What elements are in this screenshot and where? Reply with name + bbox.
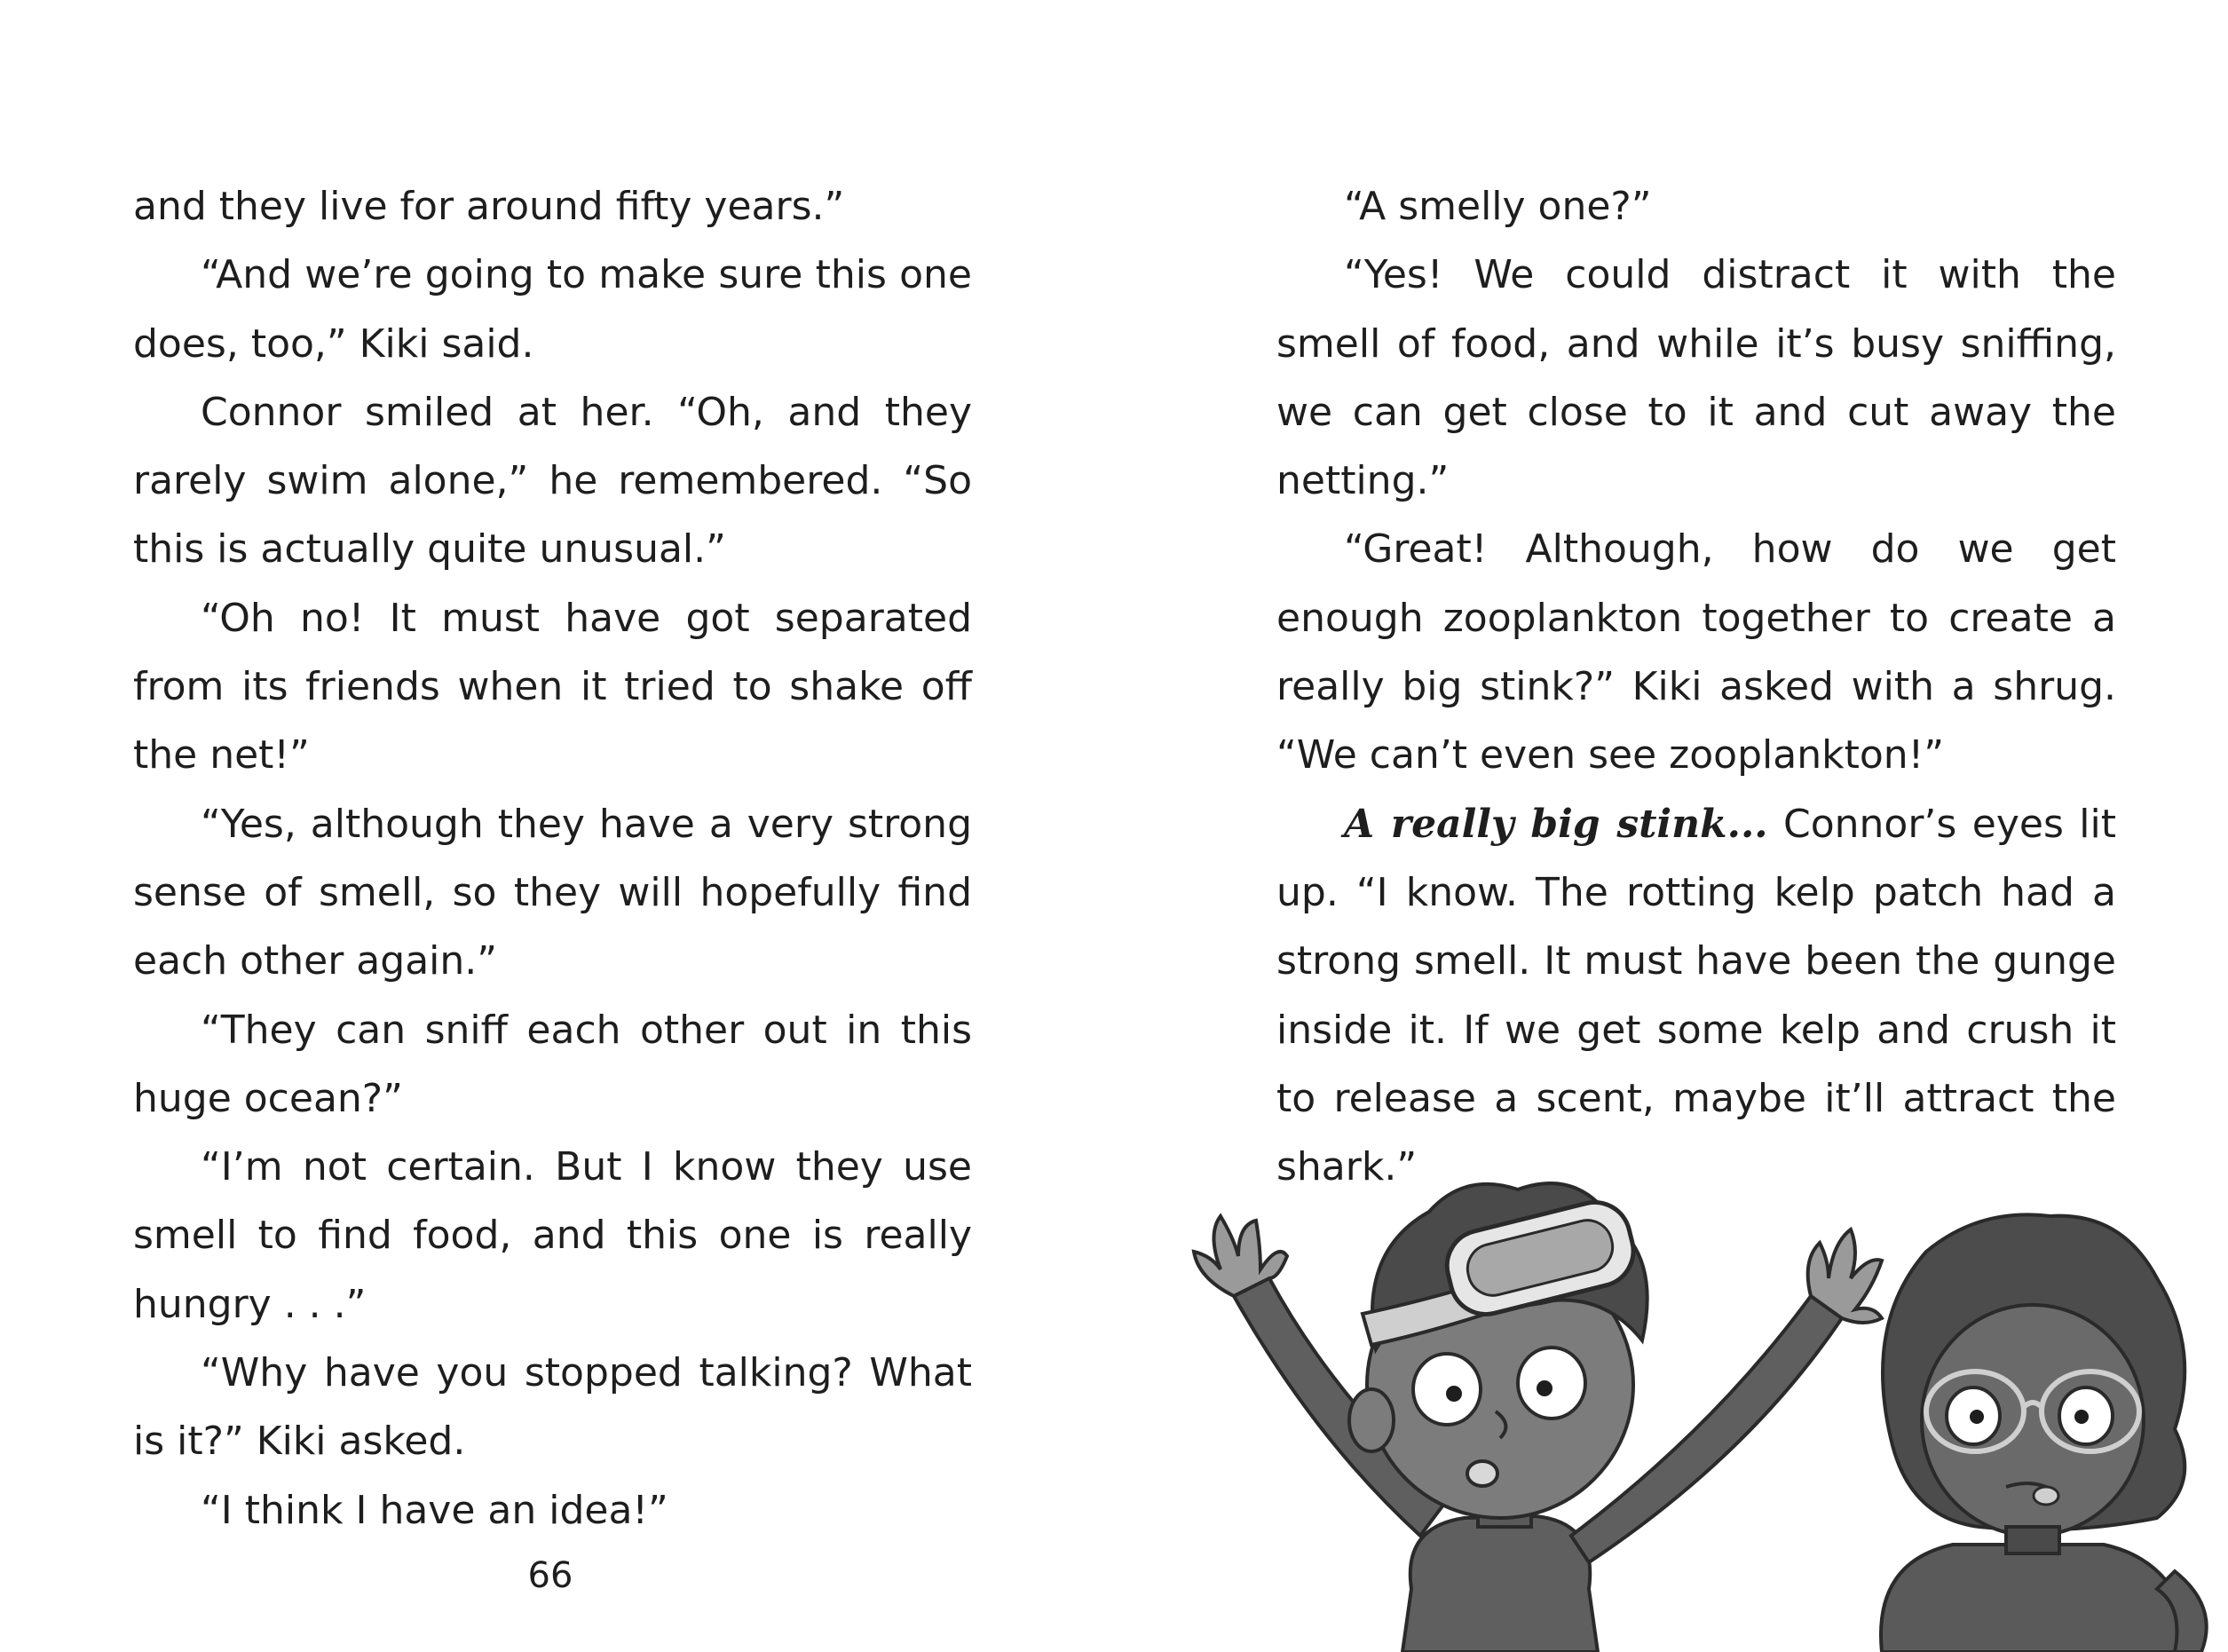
paragraph: “Yes, although they have a very strong sense of smell, so they will hopefully find each other again.” [133,801,972,984]
paragraph-rest: Connor’s eyes lit up. “I know. The rotting kelp patch had a strong smell. It must have been the gunge inside it. If we get some kelp and crush it to release a scent, maybe it’ll attract the shark.” [1276,801,2116,1190]
emphasis-phrase: A really big stink... [1344,801,1768,847]
paragraph: “Oh no! It must have got separated from its friends when it tried to shake off the net!” [133,595,972,779]
kiki-neck [2006,1527,2059,1553]
paragraph-with-emphasis [1276,790,2116,1202]
paragraph: “They can sniff each other out in this huge ocean?” [133,1007,972,1121]
connor-ear [1349,1389,1394,1451]
kiki-pupil-left [1970,1410,1984,1424]
character-illustration [1181,1145,2224,1652]
paragraph: “A smelly one?” [1344,184,1652,229]
connor-pupil-right [1537,1380,1552,1396]
paragraph: “Yes! We could distract it with the smell of food, and while it’s busy sniffing, we can get close to it and cut away the netting.” [1276,252,2116,504]
paragraph: “I think I have an idea!” [201,1487,668,1533]
kiki-figure [1881,1214,2207,1652]
kiki-tongue [2034,1487,2058,1505]
paragraph: “Why have you stopped talking? What is it?” Kiki asked. [133,1350,972,1465]
paragraph: “Great! Although, how do we get enough zooplankton together to create a really big stink?” Kiki asked with a shrug. “We can’t even see zooplankton!” [1276,526,2116,779]
page-number: 66 [527,1555,573,1596]
connor-figure [1194,1183,1882,1652]
kiki-body [1881,1545,2192,1652]
connor-eye-left [1413,1354,1481,1425]
paragraph: Connor smiled at her. “Oh, and they rarely swim alone,” he remembered. “So this is actually quite unusual.” [133,389,972,573]
connor-eye-right [1518,1348,1585,1419]
paragraph: “I’m not certain. But I know they use smell to find food, and this one is really hungry . . .” [133,1144,972,1327]
paragraph: “And we’re going to make sure this one does, too,” Kiki said. [133,252,972,367]
left-page-text [133,172,972,1545]
connor-mouth [1467,1461,1497,1486]
kiki-pupil-right [2074,1410,2089,1424]
connor-pupil-left [1446,1386,1462,1402]
paragraph: and they live for around fifty years.” [133,184,845,229]
connor-body [1402,1516,1598,1652]
right-page-text [1276,172,2116,1201]
